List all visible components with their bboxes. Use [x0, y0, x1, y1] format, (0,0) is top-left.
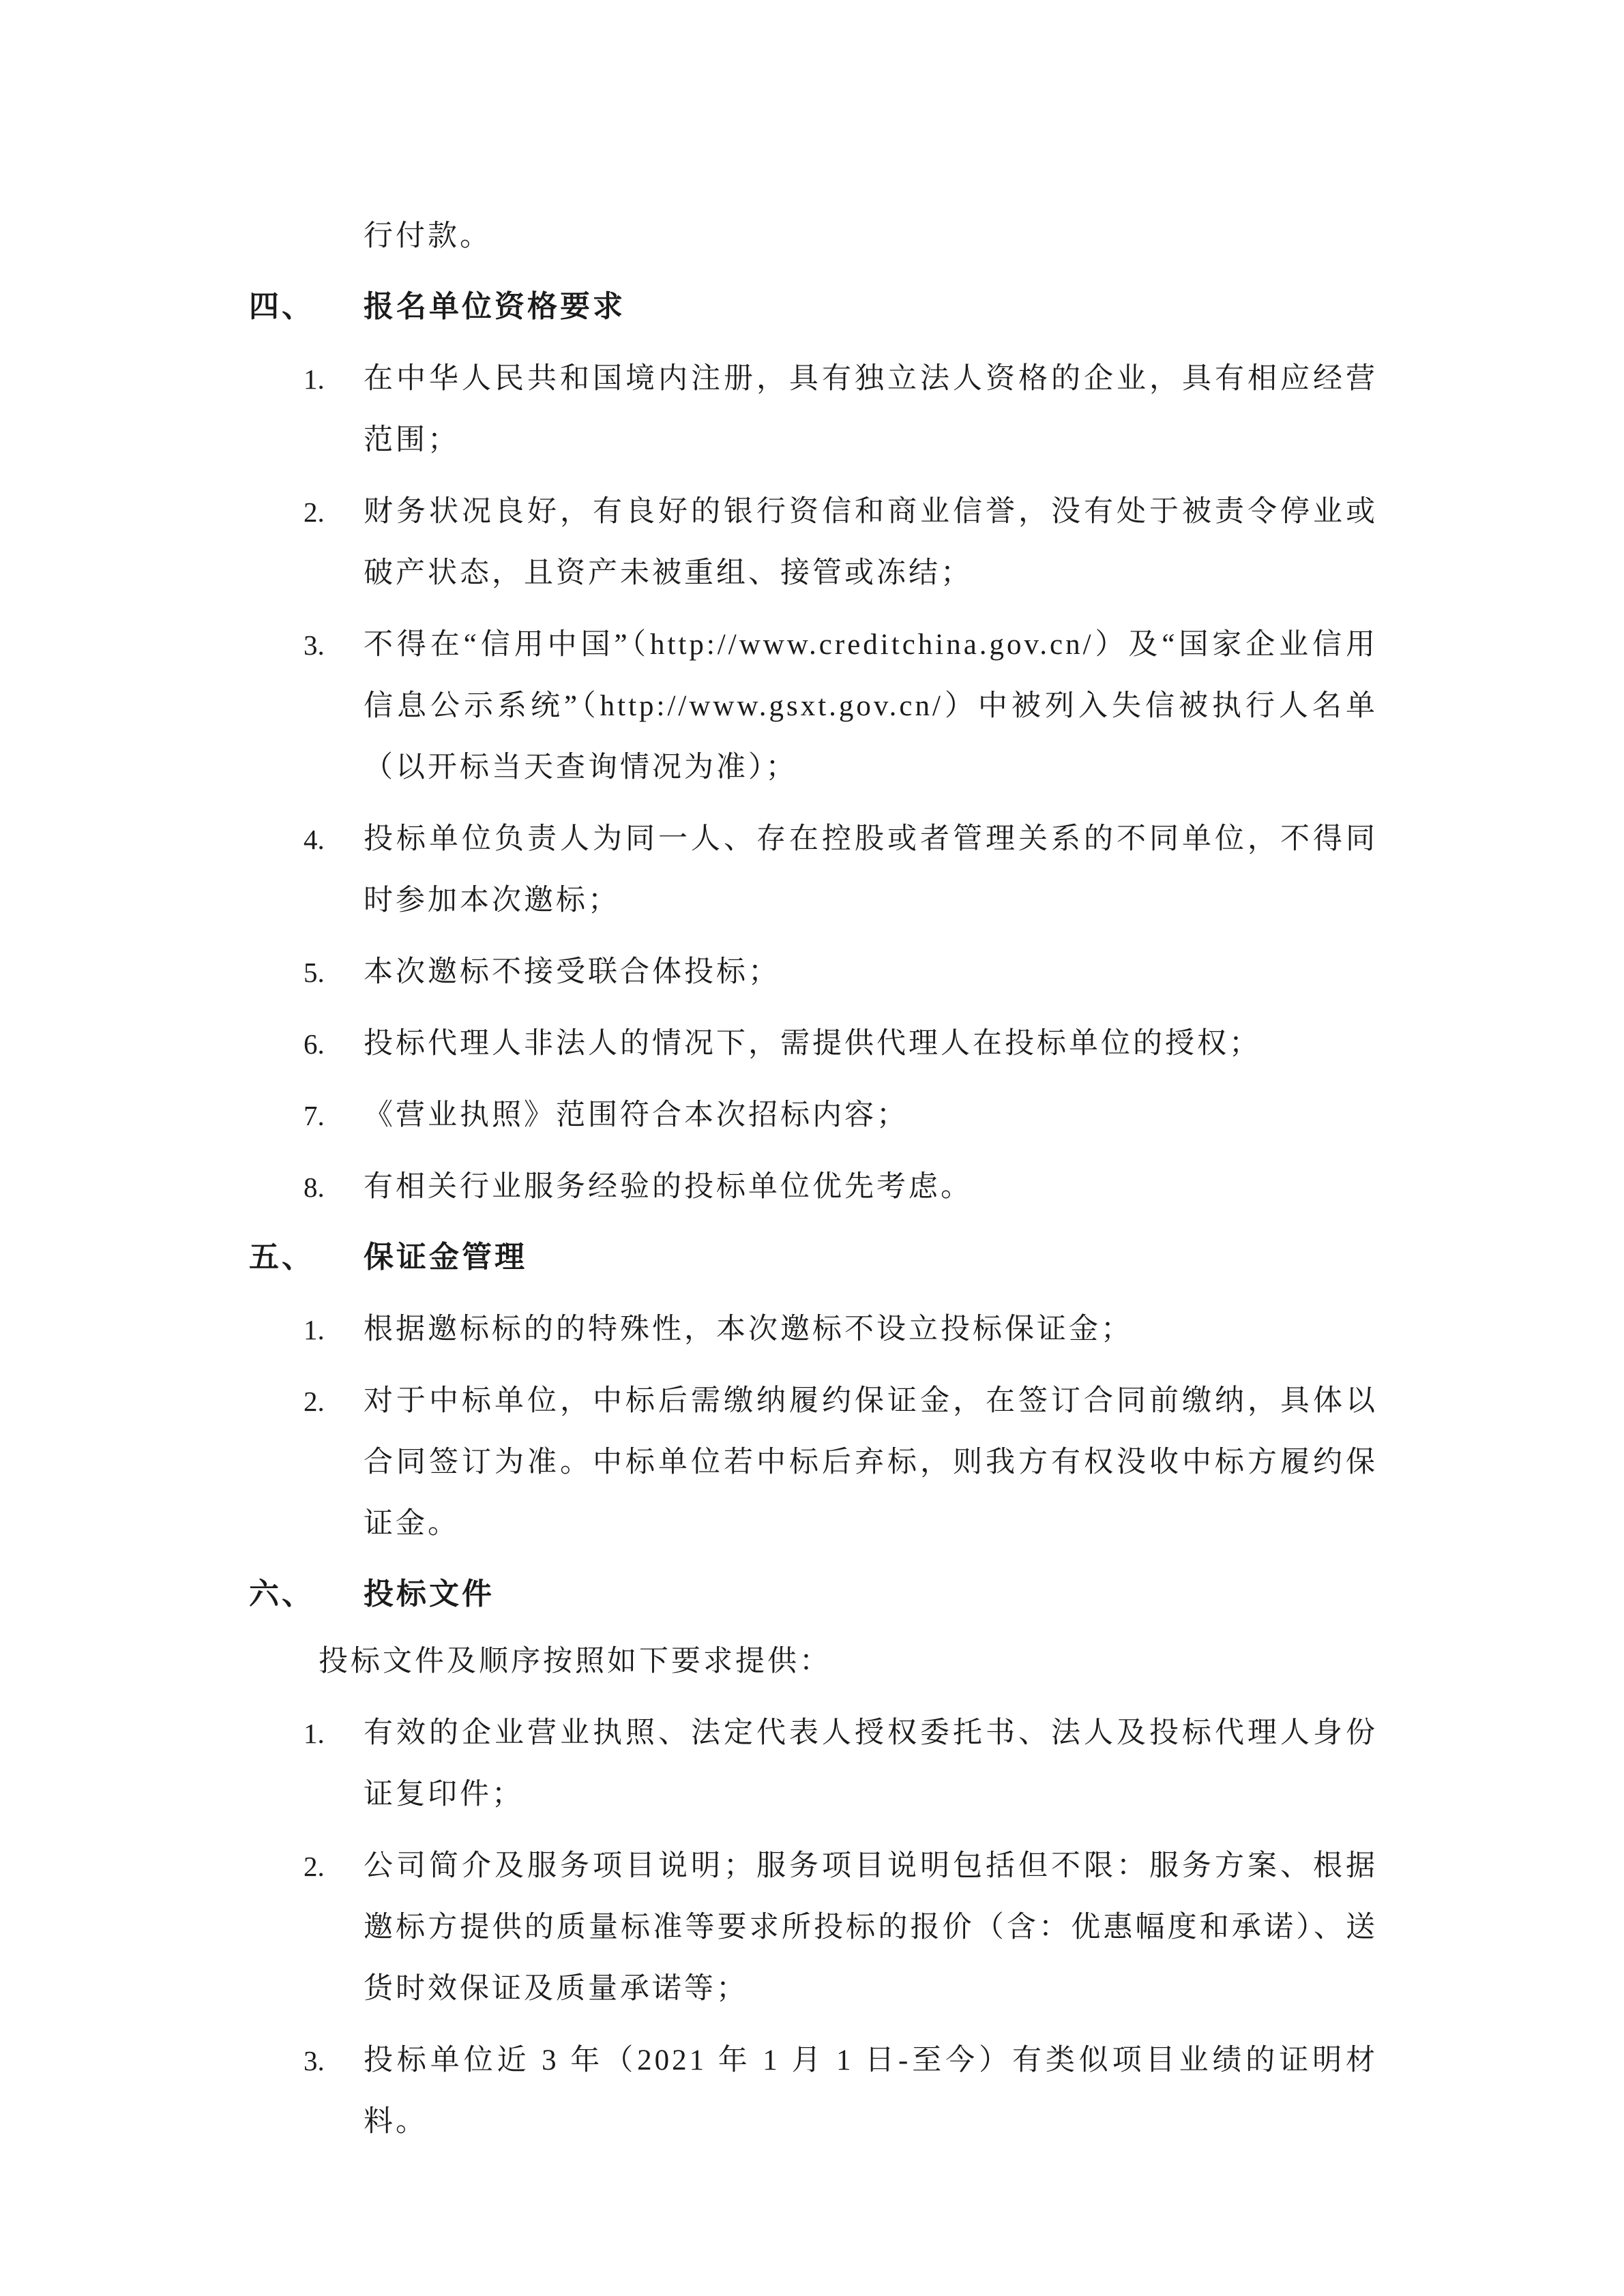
- item-text: 有效的企业营业执照、法定代表人授权委托书、法人及投标代理人身份证复印件；: [364, 1717, 1378, 1810]
- item-text: 公司简介及服务项目说明；服务项目说明包括但不限：服务方案、根据邀标方提供的质量标准等要求所投标的报价（含：优惠幅度和承诺）、送货时效保证及质量承诺等；: [364, 1850, 1378, 2005]
- list-item: [0, 1013, 1624, 1075]
- section-number: 四、: [249, 290, 314, 323]
- item-number: 1.: [304, 363, 325, 395]
- item-number: 8.: [304, 1172, 325, 1203]
- item-text: 财务状况良好，有良好的银行资信和商业信誉，没有处于被责令停业或破产状态，且资产未被重组、接管或冻结；: [364, 496, 1378, 589]
- continuation-text: 行付款。: [364, 220, 492, 252]
- item-number: 7.: [304, 1100, 325, 1131]
- section-title: 保证金管理: [364, 1240, 527, 1274]
- item-number: 1.: [304, 1314, 325, 1345]
- list-item: [0, 1299, 1624, 1360]
- list-item: [0, 1085, 1624, 1146]
- section-number: 五、: [249, 1240, 314, 1274]
- item-text: 在中华人民共和国境内注册，具有独立法人资格的企业，具有相应经营范围；: [364, 363, 1378, 456]
- item-text: 根据邀标标的的特殊性，本次邀标不设立投标保证金；: [364, 1313, 1133, 1345]
- item-number: 3.: [304, 2045, 325, 2076]
- section-title: 报名单位资格要求: [364, 290, 625, 323]
- section-title: 投标文件: [364, 1577, 494, 1611]
- item-number: 6.: [304, 1028, 325, 1060]
- list-item: [0, 942, 1624, 1003]
- section-heading-6: [249, 1563, 1624, 1626]
- list-item: [0, 348, 1624, 471]
- item-text: 投标单位负责人为同一人、存在控股或者管理关系的不同单位，不得同时参加本次邀标；: [364, 823, 1378, 916]
- item-number: 5.: [304, 957, 325, 988]
- item-text: 不得在“信用中国”（http://www.creditchina.gov.cn/）及“国家企业信用信息公示系统”（http://www.gsxt.gov.cn/）中被列入失信被执行人名单（以开标当天查询情况为准）；: [364, 629, 1378, 784]
- list-item: [0, 481, 1624, 604]
- item-text: 投标代理人非法人的情况下，需提供代理人在投标单位的授权；: [364, 1028, 1261, 1060]
- list-item: [0, 1703, 1624, 1825]
- list-item: [0, 2030, 1624, 2153]
- list-item: [0, 809, 1624, 931]
- section-intro: 投标文件及顺序按照如下要求提供：: [319, 1645, 831, 1678]
- item-text: 本次邀标不接受联合体投标；: [364, 956, 780, 988]
- item-number: 2.: [304, 496, 325, 528]
- item-number: 1.: [304, 1718, 325, 1749]
- section-number: 六、: [249, 1577, 314, 1611]
- item-text: 有相关行业服务经验的投标单位优先考虑。: [364, 1171, 973, 1203]
- item-number: 2.: [304, 1851, 325, 1882]
- item-number: 2.: [304, 1386, 325, 1417]
- list-item: [0, 1836, 1624, 2020]
- item-text: 对于中标单位，中标后需缴纳履约保证金，在签订合同前缴纳，具体以合同签订为准。中标单位若中标后弃标，则我方有权没收中标方履约保证金。: [364, 1385, 1378, 1540]
- item-number: 3.: [304, 629, 325, 661]
- list-item: [0, 1371, 1624, 1555]
- section-heading-4: [249, 275, 1624, 338]
- list-item: [0, 1157, 1624, 1218]
- section-heading-5: [249, 1226, 1624, 1289]
- list-item: [0, 614, 1624, 799]
- item-text: 《营业执照》范围符合本次招标内容；: [364, 1099, 909, 1131]
- item-text: 投标单位近 3 年（2021 年 1 月 1 日-至今）有类似项目业绩的证明材料。: [364, 2044, 1378, 2138]
- item-number: 4.: [304, 824, 325, 855]
